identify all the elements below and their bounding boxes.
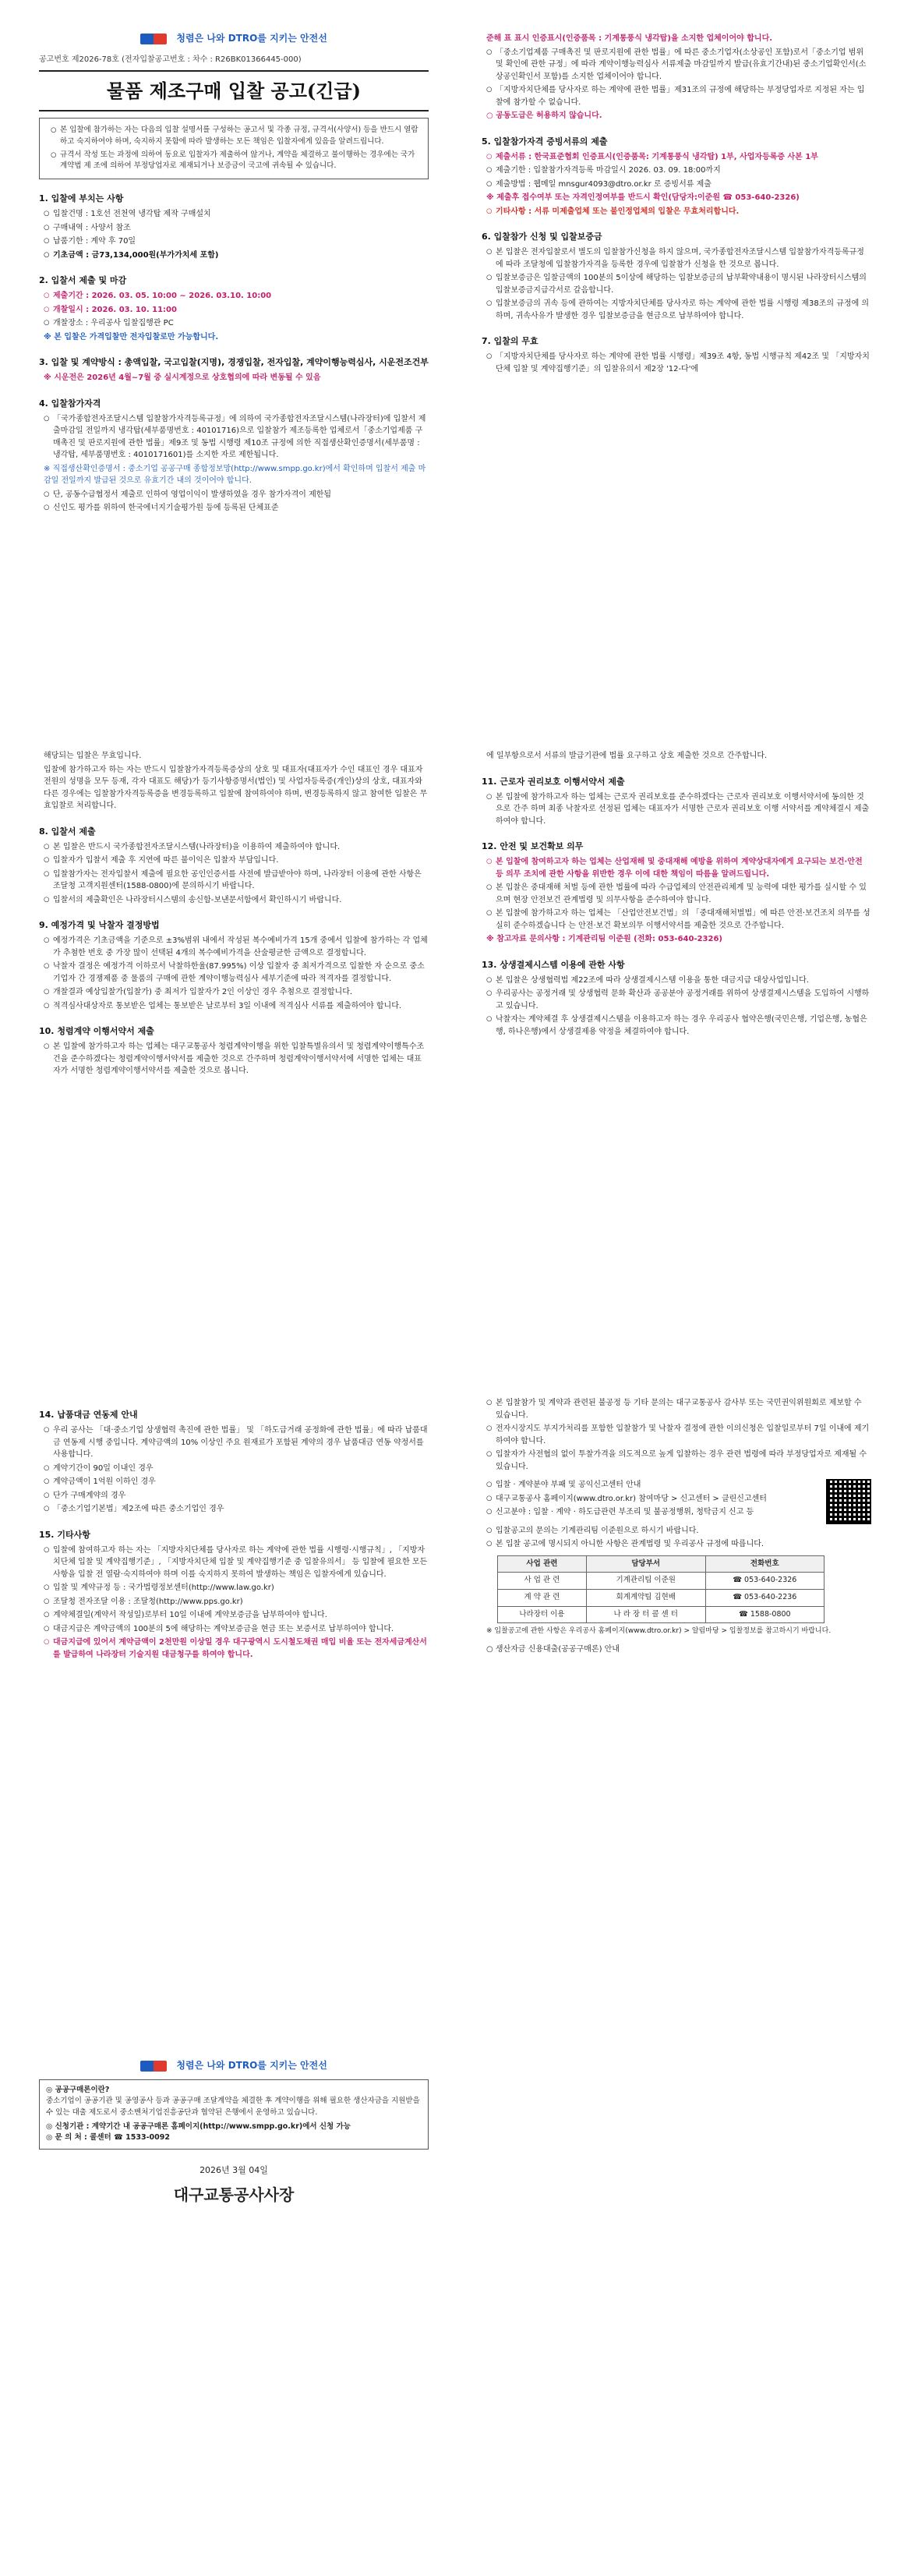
section-title-5: 5. 입찰참가자격 증빙서류의 제출: [482, 136, 608, 147]
section-title-8: 8. 입찰서 제출: [39, 826, 96, 837]
s12-item: ○ 본 입찰에 참가하고자 하는 업체는 「산업안전보건법」의 「중대재해처벌법」에 따른 안전·보건조치 의무를 성실히 준수하겠습니다 는 안전·보건 확보의무 이행서약서를 제출한 것으로 간주합니다.: [486, 908, 871, 932]
s4b-line: 입찰에 참가하고자 하는 자는 반드시 입찰참가자격등록증상의 상호 및 대표자(대표자가 수인 대표인 경우 대표자 전원의 성명을 모두 등재, 각자 대표도 해당)가 등기사항증명서(법인) 및 사업자등록증(개인)상의 상호, 대표자와 다른 경우에는 입찰참가자격등록증을 변경등록하고 입찰에 참여하여야 하며, 변경등록하지 않고 참여한 입찰은 무효입찰로 처리합니다.: [44, 765, 428, 810]
s10-item: ○ 본 입찰에 참가하고자 하는 업체는 대구교통공사 청렴계약이행을 위한 입찰특별유의서 및 청렴계약이행특수조건을 준수하겠다는 청렴계약이행서약서를 제출한 것으로 간주하며 청렴계약이행서약서에 서명한 업체는 대표자가 서명한 청렴계약이행서약서를 제출한 것으로 봅니다.: [44, 1041, 429, 1077]
joint-contract-note: ○ 공동도급은 허용하지 않습니다.: [486, 111, 602, 120]
table-row: [498, 1606, 824, 1623]
s9-item: ○ 낙찰자 결정은 예정가격 이하로서 낙찰하한율(87.995%) 이상 입찰자 중 최저가격으로 입찰한 자 순으로 중소기업자 간 경쟁제품 중 물품의 구매에 관한 계약이행능력심사 세부기준에 따라 적격자를 결정합니다.: [44, 961, 429, 985]
s1-item: ○ 입찰건명 : 1호선 전천역 냉각탑 제작 구매설치: [44, 208, 429, 221]
s6-item: ○ 본 입찰은 전자입찰로서 별도의 입찰참가신청을 하지 않으며, 국가종합전자조달시스템 입찰참가자격등록규정에 따라 조달청에 입찰참가자격을 등록한 경우에 입찰참가 신청을 한 것으로 봅니다.: [486, 246, 871, 271]
s8-item: ○ 입찰참가자는 전자입찰서 제출에 필요한 공인인증서를 사전에 발급받아야 하며, 나라장터 이용에 관한 사항은 조달청 고객지원센터(1588-0800)에 문의하시기 바랍니다.: [44, 869, 429, 893]
section-title-11: 11. 근로자 권리보호 이행서약서 제출: [482, 776, 625, 787]
s2-item: ○ 개찰일시 : 2026. 03. 10. 11:00: [44, 304, 429, 317]
section-title-2: 2. 입찰서 제출 및 마감: [39, 275, 127, 286]
section-title-6: 6. 입찰참가 신청 및 입찰보증금: [482, 232, 602, 242]
page2-right-column: [482, 748, 871, 1039]
qr-code-icon[interactable]: [826, 1479, 871, 1524]
slogan-text: 청렴은 나와 DTRO를 지키는 안전선: [176, 33, 327, 44]
dtro-logo-icon: [140, 34, 167, 44]
section-title-15: 15. 기타사항: [39, 1529, 90, 1540]
section-title-12: 12. 안전 및 보건확보 의무: [482, 841, 584, 852]
s15-item: ○ 입찰 및 계약규정 등 : 국가법령정보센터(http://www.law.go.kr): [44, 1582, 429, 1594]
intro-notice-box: [39, 118, 429, 179]
r-bottom-item: ○ 본 입찰참가 및 계약과 관련된 불공정 등 기타 문의는 대구교통공사 감사부 또는 국민권익위원회로 제보할 수 있습니다.: [486, 1397, 871, 1421]
s9-item: ○ 예정가격은 기초금액을 기준으로 ±3%범위 내에서 작성된 복수예비가격 15개 중에서 입찰에 참가하는 각 업체가 추첨한 번호 중 가장 많이 선택된 4개의 복수예비가격을 산술평균한 금액으로 결정합니다.: [44, 935, 429, 959]
s15-item: ○ 대금지급에 있어서 계약금액이 2천만원 이상일 경우 대구광역시 도시철도채권 매입 비율 또는 전자세금계산서를 발급하여 나라장터 기술지원 대금청구를 하여야 합니다.: [44, 1637, 429, 1661]
page3-left-column: [39, 1396, 429, 1662]
s15-item: ○ 대금지급은 계약금액의 100분의 5에 해당하는 계약보증금을 현금 또는 보증서로 납부하여야 합니다.: [44, 1623, 429, 1636]
s6-item: ○ 입찰보증금의 귀속 등에 관하여는 지방자치단체를 당사자로 하는 계약에 관한 법률 시행령 제38조의 규정에 의하며, 귀속사유가 발생한 경우 입찰보증금을 현금으로 납부하여야 합니다.: [486, 298, 871, 322]
s14-item: ○ 계약금액이 1억원 이하인 경우: [44, 1476, 429, 1488]
s8-item: ○ 입찰자가 입찰서 제출 후 지연에 따른 불이익은 입찰자 부담입니다.: [44, 855, 429, 867]
s9-item: ○ 적격심사대상자로 통보받은 업체는 통보받은 날로부터 3일 이내에 적격심사 서류를 제출하여야 합니다.: [44, 1000, 429, 1013]
s14-item: ○ 「중소기업기본법」제2조에 따른 중소기업인 경우: [44, 1503, 429, 1516]
report-line: ○ 대구교통공사 홈페이지(www.dtro.or.kr) 참여마당 > 신고센터 > 클린신고센터: [486, 1493, 817, 1506]
s8-item: ○ 본 입찰은 반드시 국가종합전자조달시스템(나라장터)을 이용하여 제출하여야 합니다.: [44, 841, 429, 854]
table-header: 사업 관련: [498, 1555, 587, 1573]
signature: 대구교통공사사장: [173, 2185, 295, 2205]
s12-item: ○ 본 입찰에 참여하고자 하는 업체는 산업재해 및 중대재해 예방을 위하여 계약상대자에게 요구되는 보건·안전 등 의무 조치에 관한 사항을 위반한 경우 이에 대한 책임이 따름을 알려드립니다.: [486, 856, 871, 880]
r-bottom-item: ○ 전자시장지도 부지가처리를 포함한 입찰참가 및 낙찰자 결정에 관한 이의신청은 입찰일로부터 7일 이내에 제기하여야 합니다.: [486, 1423, 871, 1447]
contacts-table: [497, 1555, 824, 1624]
s13-item: ○ 우리공사는 공정거래 및 상생협력 문화 확산과 공공분야 공정거래를 위하여 상생결제시스템을 도입하여 시행하고 있습니다.: [486, 988, 871, 1012]
dtro-logo-icon: [140, 2061, 167, 2072]
s15-item: ○ 입찰에 참여하고자 하는 자는 「지방자치단체를 당사자로 하는 계약에 관한 법률 시행령·시행규칙」, 「지방자치단체 입찰 및 계약집행기준」, 「지방자치단체 입찰 및 계약집행기준 중 입찰유의서」 등 입찰에 필요한 모든 사항을 입찰 전 열람·숙지하여야 하며 이를 숙지하지 못하여 발생하는 책임은 입찰자에게 있습니다.: [44, 1545, 429, 1581]
s5-item: ○ 제출서류 : 한국표준협회 인증표시(인증품목: 기계통풍식 냉각탑) 1부, 사업자등록증 사본 1부: [486, 151, 871, 164]
page1-left-column: [39, 31, 429, 516]
table-cell: 나라장터 이용: [498, 1606, 587, 1623]
table-header: 전화번호: [705, 1555, 824, 1573]
bottom-slogan-text: 청렴은 나와 DTRO를 지키는 안전선: [176, 2060, 327, 2071]
section-title-7: 7. 입찰의 무효: [482, 336, 538, 347]
public-purchase-loan-box: [39, 2079, 429, 2150]
r-top-item: ○ 「중소기업제품 구매촉진 및 판로지원에 관한 법률」에 따른 중소기업자(소상공인 포함)로서「중소기업 범위 및 확인에 관한 규정」에 따라 계약이행능력심사 서류제출 마감일까지 발급(유효기간내)된 중소기업확인서(소상공인확인서 포함)를 소지한 업체이어야 합니다.: [486, 47, 871, 83]
page3-right-column: [482, 1396, 871, 1658]
s1-item: ○ 기초금액 : 금73,134,000원(부가가치세 포함): [44, 249, 429, 262]
s14-item: ○ 계약기간이 90일 이내인 경우: [44, 1463, 429, 1475]
table-cell: ☎ 053-640-2326: [705, 1573, 824, 1590]
page2-left-column: [39, 748, 429, 1079]
report-line: ○ 신고분야 : 입찰 · 계약 · 하도급관련 부조리 및 불공정행위, 청탁금지 신고 등: [486, 1506, 817, 1519]
loan-contact: ◎ 문 의 처 : 콜센터 ☎ 1533-0092: [46, 2133, 170, 2143]
s1-item: ○ 납품기한 : 계약 후 70일: [44, 235, 429, 248]
s13-item: ○ 본 입찰은 상생협력법 제22조에 따라 상생결제시스템 이용을 통한 대금지급 대상사업입니다.: [486, 975, 871, 987]
s4-item: ○ 「국가종합전자조달시스템 입찰참가자격등록규정」에 의하여 국가종합전자조달시스템(나라장터)에 입찰서 제출마감일 전일까지 냉각탑(세부품명번호 : 40101716)으로 입찰참가 제조등록한 업체로서「중소기업제품 구매촉진 및 판로지원에 관한 법률」제9조 및 동법 시행령 제10조 규정에 의한 직접생산확인증명서(세부품명 : 냉각탑, 세부품명번호 : 4010171601)를 소지한 자로 제한됩니다.: [44, 413, 429, 462]
loan-apply: ◎ 신청기관 : 계약기간 내 공공구매론 홈페이지(http://www.smpp.go.kr)에서 신청 가능: [46, 2121, 351, 2131]
table-row: [498, 1573, 824, 1590]
s9-item: ○ 개찰결과 예상입찰가(입찰가) 중 최저가 입찰자가 2인 이상인 경우 추첨으로 결정합니다.: [44, 986, 429, 999]
s2-item: ○ 개찰장소 : 우리공사 입찰집행관 PC: [44, 317, 429, 330]
r-bottom-item: ○ 입찰자가 사전협의 없이 투찰가격을 의도적으로 높게 입찰하는 경우 관련 법령에 따라 부정당업자로 제재될 수 있습니다.: [486, 1449, 871, 1473]
report-line: ○ 입찰 · 계약분야 부패 및 공익신고센터 안내: [486, 1479, 817, 1491]
r-top-item: ○ 「지방자치단체를 당사자로 하는 계약에 관한 법률」제31조의 규정에 해당하는 부정당업자로 지정된 자는 입찰에 참가할 수 없습니다.: [486, 84, 871, 108]
s5-note: ※ 제출후 접수여부 또는 자격인정여부를 반드시 확인(담당자:이준원 ☎ 053-640-2326): [486, 193, 800, 203]
s6-item: ○ 입찰보증금은 입찰금액의 100분의 5이상에 해당하는 입찰보증금의 납부확약내용이 명시된 나라장터시스템의 입찰보증금지급각서로 갈음합니다.: [486, 272, 871, 296]
s15-item: ○ 조달청 전자조달 이용 : 조달청(http://www.pps.go.kr): [44, 1596, 429, 1608]
bottom-slogan-banner: [39, 2058, 429, 2073]
s4-item: ○ 신인도 평가를 위하여 한국에너지기술평가원 등에 등록된 단체표준: [44, 502, 429, 515]
s14-item: ○ 단가 구매계약의 경우: [44, 1490, 429, 1502]
s13-item: ○ 낙찰자는 계약체결 후 상생결제시스템을 이용하고자 하는 경우 우리공사 협약은행(국민은행, 기업은행, 농협은행, 하나은행)에서 상생결제용 약정을 체결하여야 합니다.: [486, 1014, 871, 1038]
section-title-1: 1. 입찰에 부치는 사항: [39, 193, 124, 204]
s4-note: ※ 직접생산확인증명서 : 중소기업 공공구매 종합정보망(http://www.smpp.go.kr)에서 확인하며 입찰서 제출 마감일 전일까지 발급된 것으로 유효기간 내의 것이어야 합니다.: [44, 464, 426, 486]
s5-item: ○ 제출기한 : 입찰참가자격등록 마감일시 2026. 03. 09. 18:00까지: [486, 165, 871, 177]
r-top-line: 준해 표 표시 인증표시(인증품목 : 기계통풍식 냉각탑)을 소지한 업체이어야 합니다.: [486, 34, 773, 43]
s8-item: ○ 입찰서의 제출확인은 나라장터시스템의 송신함-보낸문서함에서 확인하시기 바랍니다.: [44, 894, 429, 907]
section-title-4: 4. 입찰참가자격: [39, 398, 101, 409]
s15-item: ○ 계약체결일(계약서 작성일)로부터 10일 이내에 계약보증금을 납부하여야 합니다.: [44, 1609, 429, 1622]
table-cell: 사 업 관 련: [498, 1573, 587, 1590]
page4-left-column: [39, 2058, 429, 2207]
contacts-footnote: ※ 입찰공고에 관한 사항은 우리공사 홈페이지(www.dtro.or.kr) > 알림마당 > 입찰정보를 참고하시기 바랍니다.: [486, 1627, 832, 1636]
document-number: 공고번호 제2026-78호 (전자입찰공고번호 : 차수 : R26BK01366445-000): [39, 55, 302, 64]
page1-right-column: [482, 31, 871, 377]
section-title-14: 14. 납품대금 연동제 안내: [39, 1410, 138, 1420]
notice-date: 2026년 3월 04일: [200, 2165, 268, 2176]
table-cell: 회계계약팀 김현배: [586, 1589, 705, 1606]
table-cell: 기계관리팀 이준원: [586, 1573, 705, 1590]
r-mid-intro: 에 일부항으로서 서류의 발급기관에 법률 요구하고 상호 제출한 것으로 간주합니다.: [486, 752, 768, 760]
slogan-banner: [39, 31, 429, 46]
intro-item: ○ 본 입찰에 참가하는 자는 다음의 입찰 설명서를 구성하는 공고서 및 각종 규정, 규격서(사양서) 등을 반드시 열람하고 숙지하여야 하며, 숙지하지 못함에 따라 발생하는 모든 책임은 입찰자에게 있음을 알려드립니다.: [51, 125, 422, 147]
section-title-9: 9. 예정가격 및 낙찰자 결정방법: [39, 920, 160, 931]
section-title-3: 3. 입찰 및 계약방식 : 총액입찰, 국고입찰(지명), 경쟁입찰, 전자입찰, 계약이행능력심사, 시운전조건부: [39, 357, 429, 368]
report-center: [482, 1479, 871, 1519]
loan-question: ◎ 공공구매론이란?: [46, 2085, 110, 2094]
table-cell: 계 약 관 련: [498, 1589, 587, 1606]
s2-item: ○ 제출기간 : 2026. 03. 05. 10:00 ~ 2026. 03.10. 10:00: [44, 290, 429, 303]
table-header: 담당부서: [586, 1555, 705, 1573]
s7-item: ○ 「지방자치단체를 당사자로 하는 계약에 관한 법률 시행령」제39조 4항, 동법 시행규칙 제42조 및 「지방자치단체 입찰 및 계약집행기준」의 입찰유의서 제2장 '12-다'에: [486, 351, 871, 375]
intro-item: ○ 규격서 작성 또는 과정에 의하여 동요로 입찰자가 제출하여 않거나, 계약을 체결하고 불이행하는 경우에는 국가계약법 제 조에 의하여 부정당업자로 제재되거나 보증금이 국고에 귀속될 수 있습니다.: [51, 150, 422, 172]
loan-body: 중소기업이 공공기관 및 공영공사 등과 공공구매 조달계약을 체결한 후 계약이행을 위해 필요한 생산자금을 지원받을 수 있는 대출 제도로서 중소벤처기업진흥공단과 협약된 은행에서 운영하고 있습니다.: [46, 2097, 420, 2118]
s11-item: ○ 본 입찰에 참가하고자 하는 업체는 근로자 권리보호를 준수하겠다는 근로자 권리보호 이행서약서에 동의한 것으로 간주 하며 최종 낙찰자로 선정된 업체는 대표자가 서명한 근로자 권리보호 이행 서약서를 계약체결시 제출하여야 합니다.: [486, 791, 871, 828]
notice-title: 물품 제조구매 입찰 공고(긴급): [39, 70, 429, 111]
r-bottom2-item: ○ 입찰공고의 문의는 기계관리팀 이준원으로 하시기 바랍니다.: [486, 1525, 871, 1537]
table-row: [498, 1589, 824, 1606]
s3-note: ※ 시운전은 2026년 4월~7월 중 실시계정으로 상호협의에 따라 변동될 수 있음: [44, 373, 321, 383]
s14-item: ○ 우리 공사는 「대·중소기업 상생협력 촉진에 관한 법률」 및 「하도급거래 공정화에 관한 법률」에 따라 납품대금 연동제 시행 중입니다. 계약금액의 10% 이상인 주요 원재료가 포함된 계약의 경우 납품대금 연동 약정서를 사용합니다.: [44, 1424, 429, 1461]
table-cell: ☎ 053-640-2236: [705, 1589, 824, 1606]
s1-item: ○ 구매내역 : 사양서 참조: [44, 222, 429, 235]
s5-item: ○ 기타사항 : 서류 미제출업체 또는 불인정업체의 입찰은 무효처리합니다.: [486, 206, 871, 218]
r-bottom2-item: ○ 본 입찰 공고에 명시되지 아니한 사항은 관계법령 및 우리공사 규정에 따릅니다.: [486, 1538, 871, 1551]
s2-note: ※ 본 입찰은 가격입찰만 전자입찰로만 가능합니다.: [44, 332, 219, 341]
s5-item: ○ 제출방법 : 웹메일 mnsgur4093@dtro.or.kr 로 증빙서류 제출: [486, 179, 871, 191]
section-title-10: 10. 청렴계약 이행서약서 제출: [39, 1026, 154, 1037]
table-cell: ☎ 1588-0800: [705, 1606, 824, 1623]
section-title-13: 13. 상생결제시스템 이용에 관한 사항: [482, 959, 625, 970]
s12-item: ○ 본 입찰은 중대재해 처벌 등에 관한 법률에 따라 수급업체의 안전관리체계 및 능력에 대한 평가를 실시할 수 있으며 현장 안전보건 관계법령 및 의무사항을 준수하여야 합니다.: [486, 882, 871, 906]
loan-info-line: ○ 생산자금 신용대출(공공구매론) 안내: [486, 1645, 620, 1654]
s12-note: ※ 참고자료 문의사항 : 기계관리팀 이준원 (전화: 053-640-2326): [486, 935, 722, 944]
table-cell: 나 라 장 터 콜 센 터: [586, 1606, 705, 1623]
s4b-line: 해당되는 입찰은 무효입니다.: [44, 752, 142, 760]
s4-item: ○ 단, 공동수급협정서 제출로 인하여 영업이익이 발생하였을 경우 참가자격이 제한됨: [44, 489, 429, 501]
